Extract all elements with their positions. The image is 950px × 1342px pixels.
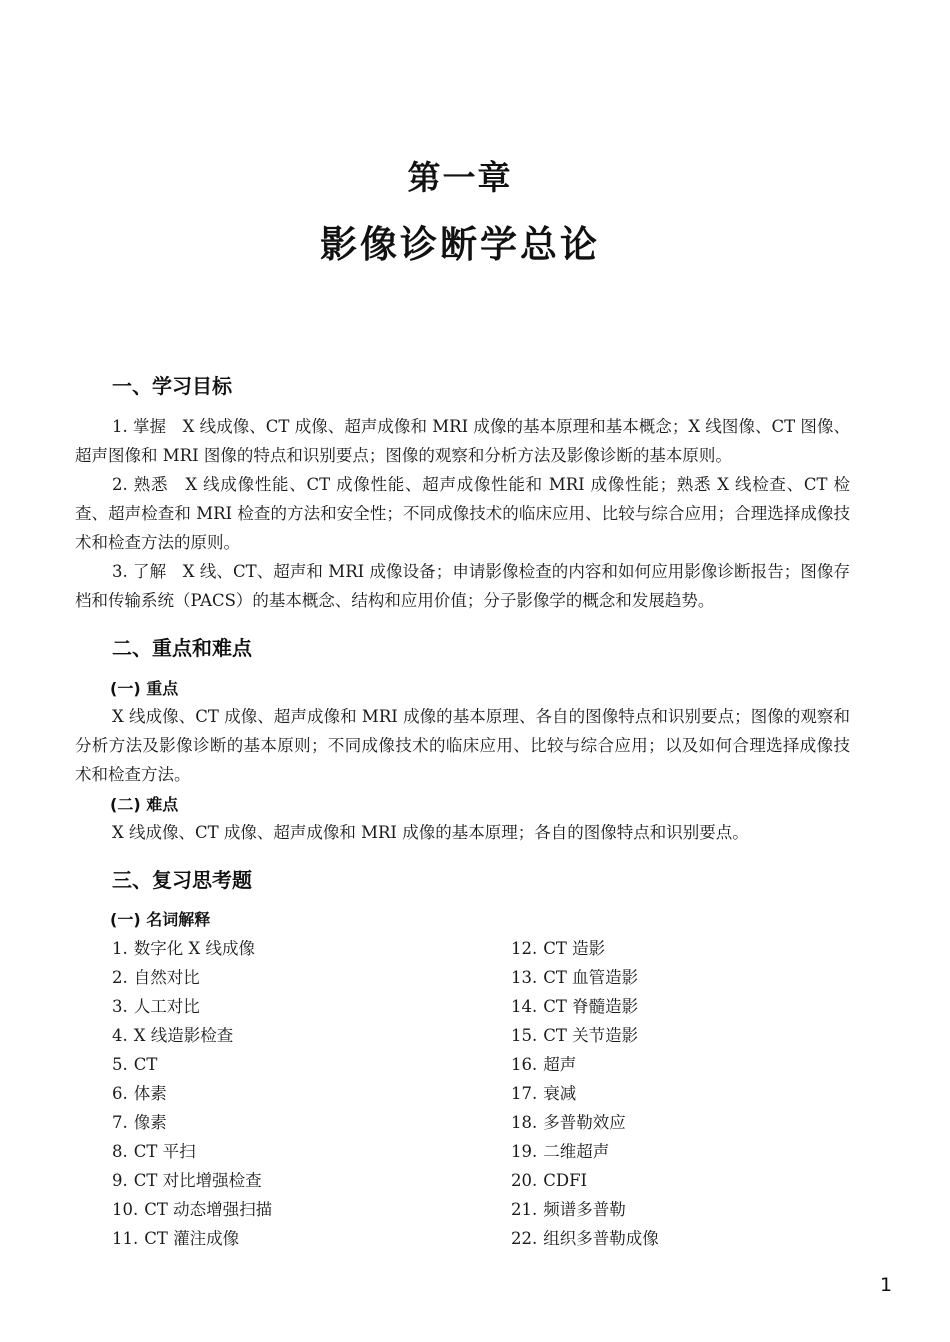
list-item: 18. 多普勒效应 — [511, 1113, 626, 1132]
difficult-paragraph: X 线成像、CT 成像、超声成像和 MRI 成像的基本原理；各自的图像特点和识别要点。 — [112, 823, 749, 842]
list-item: 7. 像素 — [112, 1113, 167, 1132]
list-item: 15. CT 关节造影 — [511, 1026, 639, 1045]
objective-paragraph-3: 3. 了解 X 线、CT、超声和 MRI 成像设备；申请影像检查的内容和如何应用影像诊断报告；图像存档和传输系统（PACS）的基本概念、结构和应用价值；分子影像学的概念和发展趋势。 — [75, 562, 850, 610]
list-item: 6. 体素 — [112, 1084, 167, 1103]
objective-paragraph-1: 1. 掌握 X 线成像、CT 成像、超声成像和 MRI 成像的基本原理和基本概念；X 线图像、CT 图像、超声图像和 MRI 图像的特点和识别要点；图像的观察和分析方法及影像诊断的基本原则。 — [75, 417, 850, 465]
list-item: 16. 超声 — [511, 1055, 577, 1074]
list-item: 13. CT 血管造影 — [511, 968, 639, 987]
chapter-label: 第一章 — [407, 158, 513, 197]
list-item: 22. 组织多普勒成像 — [511, 1229, 659, 1248]
sub-heading-difficult: (二) 难点 — [110, 795, 179, 814]
sub-heading-terms: (一) 名词解释 — [110, 910, 211, 929]
term-list-left — [112, 934, 492, 1253]
list-item: 11. CT 灌注成像 — [112, 1229, 240, 1248]
list-item: 14. CT 脊髓造影 — [511, 997, 639, 1016]
sub-heading-key: (一) 重点 — [110, 679, 179, 698]
objective-paragraph-2: 2. 熟悉 X 线成像性能、CT 成像性能、超声成像性能和 MRI 成像性能；熟悉 X 线检查、CT 检查、超声检查和 MRI 检查的方法和安全性；不同成像技术的临床应用、比较与综合应用；合理选择成像技术和检查方法的原则。 — [75, 475, 850, 552]
list-item: 20. CDFI — [511, 1171, 588, 1190]
page-number: 1 — [880, 1274, 893, 1296]
list-item: 2. 自然对比 — [112, 968, 200, 987]
section-heading-objectives: 一、学习目标 — [112, 374, 232, 398]
section-heading-review: 三、复习思考题 — [112, 868, 252, 892]
list-item: 10. CT 动态增强扫描 — [112, 1200, 273, 1219]
chapter-title: 影像诊断学总论 — [320, 223, 600, 266]
list-item: 1. 数字化 X 线成像 — [112, 939, 255, 958]
key-paragraph: X 线成像、CT 成像、超声成像和 MRI 成像的基本原理、各自的图像特点和识别要点；图像的观察和分析方法及影像诊断的基本原则；不同成像技术的临床应用、比较与综合应用；以及如何合理选择成像技术和检查方法。 — [75, 707, 850, 784]
list-item: 4. X 线造影检查 — [112, 1026, 234, 1045]
list-item: 8. CT 平扫 — [112, 1142, 196, 1161]
section-heading-key-points: 二、重点和难点 — [112, 636, 252, 660]
list-item: 5. CT — [112, 1055, 158, 1074]
list-item: 19. 二维超声 — [511, 1142, 610, 1161]
list-item: 12. CT 造影 — [511, 939, 606, 958]
term-list-right — [511, 934, 851, 1253]
list-item: 3. 人工对比 — [112, 997, 200, 1016]
list-item: 21. 频谱多普勒 — [511, 1200, 626, 1219]
list-item: 17. 衰减 — [511, 1084, 577, 1103]
list-item: 9. CT 对比增强检查 — [112, 1171, 262, 1190]
